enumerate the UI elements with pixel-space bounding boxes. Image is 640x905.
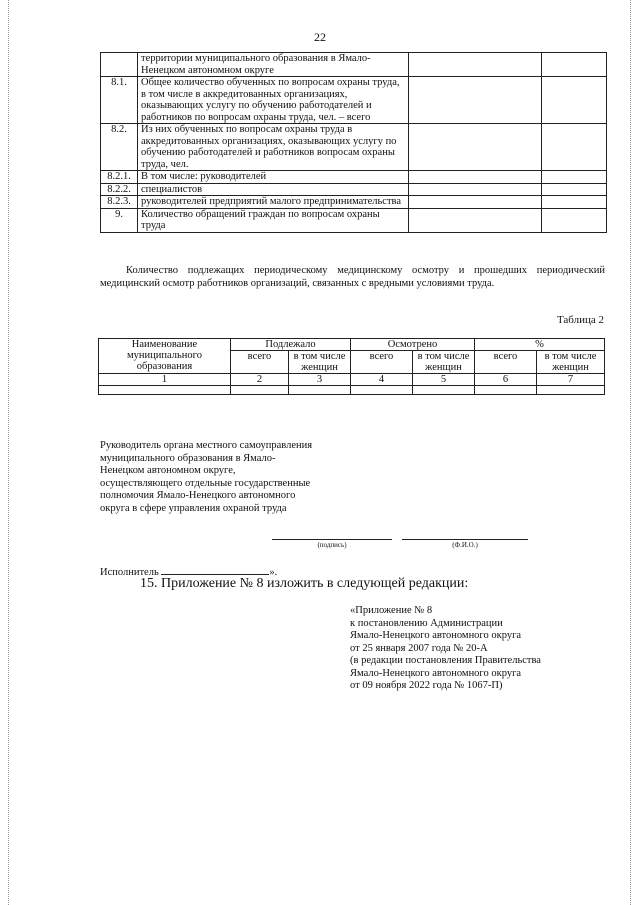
empty-cell xyxy=(231,386,289,395)
empty-cell xyxy=(409,124,542,171)
header-row xyxy=(99,339,605,351)
appendix-line: (в редакции постановления Правительства xyxy=(350,655,541,666)
signature-line xyxy=(272,539,392,540)
row-text: Общее количество обученных по вопросам охраны труда, в том числе в аккредитованных организациях, оказывающих услугу по обучению работодателей и работников по вопросам охраны труда, чел. – всего xyxy=(138,77,409,124)
sub-header: всего xyxy=(231,351,289,374)
appendix-line: от 25 января 2007 года № 20-А xyxy=(350,642,488,654)
empty-cell xyxy=(542,183,607,196)
empty-cell xyxy=(409,53,542,77)
empty-row xyxy=(99,386,605,395)
sub-header: всего xyxy=(351,351,413,374)
empty-cell xyxy=(542,53,607,77)
empty-cell xyxy=(542,77,607,124)
group-header: % xyxy=(475,339,605,351)
row-number: 9. xyxy=(101,208,138,232)
number-row xyxy=(99,374,605,386)
medical-exam-paragraph: Количество подлежащих периодическому медицинскому осмотру и прошедших периодический медицинский осмотр работников организаций, связанных с вредными условиями труда. xyxy=(100,265,605,289)
row-text: В том числе: руководителей xyxy=(138,171,409,184)
appendix-line: от 09 ноября 2022 года № 1067-П) xyxy=(350,680,503,691)
col-number: 6 xyxy=(475,374,537,386)
signature-caption: (подпись) xyxy=(317,541,347,549)
empty-cell xyxy=(542,124,607,171)
col-name-header: Наименование муниципального образования xyxy=(99,339,231,374)
empty-cell xyxy=(409,183,542,196)
indicators-table xyxy=(100,52,607,233)
empty-cell xyxy=(99,386,231,395)
row-number: 8.2.2. xyxy=(101,183,138,196)
row-number xyxy=(101,53,138,77)
table-row xyxy=(101,208,607,232)
name-caption: (Ф.И.О.) xyxy=(452,541,478,549)
row-number: 8.1. xyxy=(101,77,138,124)
col-number: 3 xyxy=(289,374,351,386)
page-number: 22 xyxy=(314,30,326,44)
row-text: территории муниципального образования в Ямало-Ненецком автономном округе xyxy=(138,53,409,77)
item-15-heading: 15. Приложение № 8 изложить в следующей редакции: xyxy=(140,576,469,591)
sub-header: в том числе женщин xyxy=(413,351,475,374)
table-caption: Таблица 2 xyxy=(556,314,604,326)
sub-header: в том числе женщин xyxy=(289,351,351,374)
col-number: 5 xyxy=(413,374,475,386)
sub-header: всего xyxy=(475,351,537,374)
signatory-label: Руководитель органа местного самоуправления муниципального образования в Ямало-Ненецком автономном округе, осуществляющего отдельные государственные полномочия Ямало-Ненецкого автономного округа в сфере управления охраной труда xyxy=(100,440,313,514)
executor-blank xyxy=(161,565,269,575)
appendix-header xyxy=(350,605,610,693)
row-number: 8.2. xyxy=(101,124,138,171)
empty-cell xyxy=(409,196,542,209)
left-margin-line xyxy=(8,0,9,905)
sub-header: в том числе женщин xyxy=(537,351,605,374)
empty-cell xyxy=(542,196,607,209)
group-header: Подлежало xyxy=(231,339,351,351)
table-row xyxy=(101,171,607,184)
empty-cell xyxy=(542,171,607,184)
table-row xyxy=(101,183,607,196)
executor-label: Исполнитель xyxy=(100,567,159,578)
table-row xyxy=(101,53,607,77)
row-text: специалистов xyxy=(138,183,409,196)
appendix-line: «Приложение № 8 xyxy=(350,605,433,616)
col-number: 2 xyxy=(231,374,289,386)
col-number: 1 xyxy=(99,374,231,386)
empty-cell xyxy=(413,386,475,395)
col-number: 7 xyxy=(537,374,605,386)
row-text: руководителей предприятий малого предпринимательства xyxy=(138,196,409,209)
table-row xyxy=(101,77,607,124)
appendix-line: к постановлению Администрации xyxy=(350,617,503,629)
row-number: 8.2.1. xyxy=(101,171,138,184)
appendix-line: Ямало-Ненецкого автономного округа xyxy=(350,667,522,679)
group-header: Осмотрено xyxy=(351,339,475,351)
empty-cell xyxy=(409,171,542,184)
empty-cell xyxy=(537,386,605,395)
table-row xyxy=(101,196,607,209)
row-text: Из них обученных по вопросам охраны труда в аккредитованных организациях, оказывающих услугу по обучению работодателей и работников вопросам охраны труда, чел. xyxy=(138,124,409,171)
empty-cell xyxy=(475,386,537,395)
empty-cell xyxy=(542,208,607,232)
appendix-line: Ямало-Ненецкого автономного округа xyxy=(350,630,522,641)
executor-end: ». xyxy=(269,567,278,578)
empty-cell xyxy=(409,208,542,232)
col-number: 4 xyxy=(351,374,413,386)
row-text: Количество обращений граждан по вопросам охраны труда xyxy=(138,208,409,232)
medical-exam-table xyxy=(98,338,605,395)
empty-cell xyxy=(351,386,413,395)
row-number: 8.2.3. xyxy=(101,196,138,209)
table-row xyxy=(101,124,607,171)
name-line xyxy=(402,539,528,540)
empty-cell xyxy=(289,386,351,395)
right-margin-line xyxy=(630,0,631,905)
empty-cell xyxy=(409,77,542,124)
